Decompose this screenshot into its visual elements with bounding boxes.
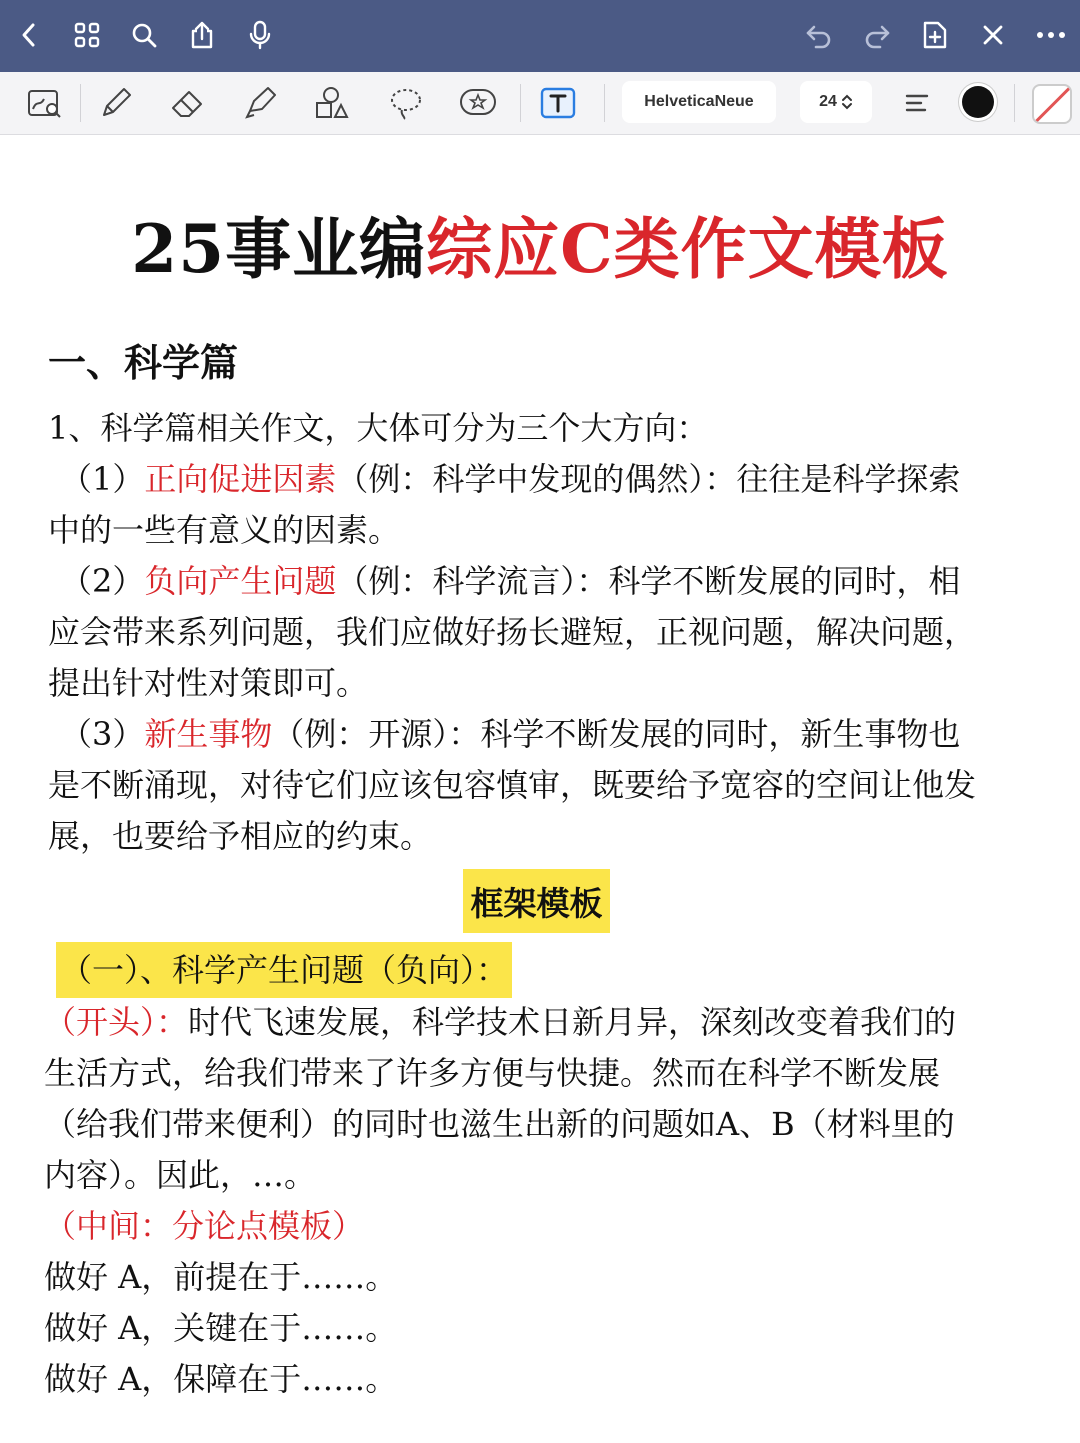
font-name-selector[interactable] bbox=[622, 81, 776, 123]
item-2-keyword: 负向产生问题 bbox=[144, 562, 337, 600]
item-3-keyword: 新生事物 bbox=[144, 715, 273, 753]
image-tool-icon[interactable] bbox=[24, 83, 64, 123]
stepper-chevron-icon bbox=[841, 93, 853, 111]
add-page-icon[interactable] bbox=[918, 18, 952, 52]
point-3: 做好 A，保障在于……。 bbox=[44, 1360, 398, 1398]
undo-icon[interactable] bbox=[802, 18, 836, 52]
opening-line-4: 内容）。因此，…。 bbox=[44, 1156, 317, 1194]
point-1: 做好 A，前提在于……。 bbox=[44, 1258, 398, 1296]
align-left-icon[interactable] bbox=[897, 83, 937, 123]
opening-label: （开头）： bbox=[44, 1003, 189, 1041]
more-icon[interactable] bbox=[1034, 18, 1068, 52]
template-paragraph bbox=[44, 997, 1034, 1405]
opening-line-1 bbox=[44, 997, 1034, 1048]
item-3 bbox=[48, 709, 1038, 760]
close-icon[interactable] bbox=[976, 18, 1010, 52]
pen-tool-icon[interactable] bbox=[96, 83, 136, 123]
opening-line-2: 生活方式，给我们带来了许多方便与快捷。然而在科学不断发展 bbox=[44, 1054, 941, 1092]
item-2 bbox=[48, 556, 1038, 607]
font-size-selector[interactable] bbox=[800, 81, 872, 123]
framework-label: 框架模板 bbox=[463, 869, 610, 933]
sticker-tool-icon[interactable] bbox=[458, 83, 498, 123]
point-2: 做好 A，关键在于……。 bbox=[44, 1309, 398, 1347]
item-3-text: （例：开源）：科学不断发展的同时，新生事物也 bbox=[272, 715, 961, 753]
top-bar bbox=[0, 0, 1080, 72]
item-3-line-2: 是不断涌现，对待它们应该包容慎审，既要给予宽容的空间让他发 bbox=[48, 766, 977, 804]
item-1-prefix: （1） bbox=[60, 460, 145, 498]
opening-text-1: 时代飞速发展，科学技术日新月异，深刻改变着我们的 bbox=[188, 1003, 957, 1041]
redo-icon[interactable] bbox=[860, 18, 894, 52]
lasso-tool-icon[interactable] bbox=[386, 83, 426, 123]
middle-label: （中间：分论点模板） bbox=[44, 1207, 365, 1245]
eraser-tool-icon[interactable] bbox=[168, 83, 208, 123]
item-3-prefix: （3） bbox=[60, 715, 145, 753]
share-icon[interactable] bbox=[185, 18, 219, 52]
subheading-highlight: （一）、科学产生问题（负向）： bbox=[56, 942, 512, 998]
font-size-label: 24 bbox=[819, 93, 837, 110]
item-1-keyword: 正向促进因素 bbox=[144, 460, 337, 498]
item-2-line-3: 提出针对性对策即可。 bbox=[48, 664, 369, 702]
search-icon[interactable] bbox=[127, 18, 161, 52]
document-title bbox=[0, 196, 1080, 291]
shapes-tool-icon[interactable] bbox=[312, 83, 352, 123]
science-directions-paragraph bbox=[48, 403, 1038, 862]
back-chevron-icon[interactable] bbox=[12, 18, 46, 52]
microphone-icon[interactable] bbox=[243, 18, 277, 52]
item-1-line-2: 中的一些有意义的因素。 bbox=[48, 511, 401, 549]
opening-line-3: （给我们带来便利）的同时也滋生出新的问题如A、B（材料里的 bbox=[44, 1105, 955, 1143]
background-color-swatch[interactable] bbox=[1032, 84, 1072, 124]
text-color-swatch[interactable] bbox=[962, 86, 994, 118]
intro-line: 1、科学篇相关作文，大体可分为三个大方向： bbox=[48, 409, 709, 447]
highlighter-tool-icon[interactable] bbox=[240, 83, 280, 123]
grid-icon[interactable] bbox=[70, 18, 104, 52]
item-2-prefix: （2） bbox=[60, 562, 145, 600]
font-name-label: HelveticaNeue bbox=[644, 93, 754, 110]
text-tool-icon[interactable] bbox=[538, 83, 578, 123]
item-3-line-3: 展，也要给予相应的约束。 bbox=[48, 817, 433, 855]
item-2-text: （例：科学流言）：科学不断发展的同时，相 bbox=[336, 562, 961, 600]
title-red-part: 综应C类作文模板 bbox=[426, 210, 949, 288]
item-2-line-2: 应会带来系列问题，我们应做好扬长避短，正视问题，解决问题， bbox=[48, 613, 977, 651]
item-1 bbox=[48, 454, 1038, 505]
section-heading: 一、科学篇 bbox=[48, 340, 239, 385]
item-1-text: （例：科学中发现的偶然）：往往是科学探索 bbox=[336, 460, 961, 498]
title-black-part: 25事业编 bbox=[131, 210, 427, 288]
